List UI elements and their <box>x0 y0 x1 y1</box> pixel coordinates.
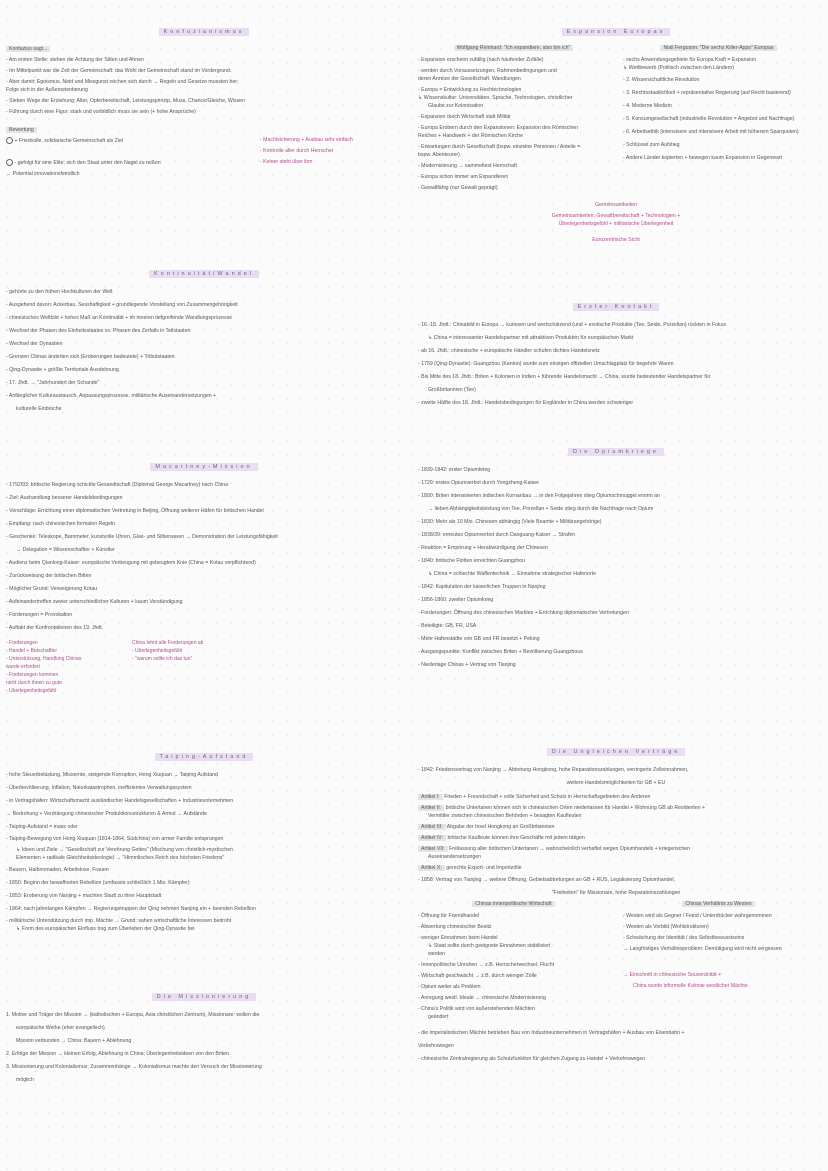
konf-line: - Im Mittelpunkt war die Zeit der Gemeinschaft: das Wohl der Gemeinschaft stand im Vordergrund. <box>6 68 232 74</box>
ung-left-line: geändert <box>428 1014 449 1020</box>
opi-line: - 1838/39: erneutes Opiumverbot durch Daoguang-Kaiser → Strafen <box>418 532 576 538</box>
ung-line: - 1858: Vertrag von Tianjing → weitere Öffnung, Gebietsabtretungen an GB + RUS, Legalisierung Opiumhandel, <box>418 877 675 883</box>
mac-note: China lehnt alle Forderungen ab <box>132 640 204 646</box>
section-title: Die Opiumkriege <box>568 448 664 456</box>
ung-left-line: - China's Politik wird von außerstehenden Mächten <box>418 1006 535 1012</box>
exp-left-line: Glaube zur Kolonisation <box>428 103 484 109</box>
taip-line: - Bauern, Halbnomaden, Arbeitslose, Frauen <box>6 867 109 873</box>
mac-line: - Forderungen = Provokation <box>6 612 73 618</box>
ung-line: Verkehrswegen <box>418 1043 454 1049</box>
ung-left-line: ↳ Staat sollte durch geeignete Einnahmen stabilisiert <box>428 943 551 949</box>
mac-line: - Zurückweisung der britischen Bitten <box>6 573 92 579</box>
section-opiumkriege <box>414 440 818 673</box>
opi-line: - Niederlage Chinas + Vertrag von Tianjing <box>418 662 516 668</box>
opi-line: ↳ China = schlechte Waffentechnik → Einnahme strategischer Hafenorte <box>428 571 596 577</box>
ferguson-heading: Niall Ferguson: "Die sechs Killer-Apps" Europas <box>660 45 776 51</box>
section-title: Konfuzianismus <box>159 28 250 36</box>
exp-left-line: - Europa = Entwicklung zu Hochtechnologien <box>418 87 522 93</box>
taip-line: - Taiping-Bewegung von Hong Xiuquan (1814-1864, Südchina) von armer Familie entsprungen <box>6 836 224 842</box>
article-label: Artikel IV: <box>418 835 446 841</box>
erst-line: - ab 16. Jhdt.: chinesische + europäische Händler schufen dichtes Handelsnetz <box>418 348 600 354</box>
mac-note: - Handel + Botschaftler <box>6 648 57 654</box>
section-macartney <box>2 455 406 696</box>
kont-line: - gehörte zu den frühen Hochkulturen der Welt <box>6 289 113 295</box>
mac-line: - Empfang: nach chinesischen formalen Regeln <box>6 521 115 527</box>
taip-line: - in Vertragshäfen: Wirtschaftsmacht ausländischer Handelsgesellschaften + Industrieunternehmen <box>6 798 234 804</box>
taip-line: ↳ Ideen und Ziele → "Gesellschaft zur Verehrung Gottes" (Mischung von christlich-mystischen <box>16 847 234 853</box>
exp-right-line: - Andere Länder kopierten + bewegen kaum Expansion in Gegenwart <box>623 155 783 161</box>
plus-circle-icon <box>6 137 13 144</box>
taip-line: - hohe Steuerbelastung, Missernte, steigende Korruption, Hong Xiuquan → Taiping Aufstand <box>6 772 218 778</box>
erst-line: - 1759 (Qing-Dynastie): Guangzhou (Kanton) wurde zum einzigen offiziellen Umschlagplatz für begehrte Waren <box>418 361 674 367</box>
kont-line: - Wechsel der Dynastien <box>6 341 63 347</box>
article-text: Vermittler zwischen chinesischen Behörden + besagten Kaufleuten <box>428 813 582 819</box>
taip-line: - Taiping-Aufstand = mass oder <box>6 824 78 830</box>
erst-line: ↳ China = interessanter Handelspartner mit attraktiven Produkten für europäischen Markt <box>428 335 634 341</box>
section-expansion <box>414 20 818 247</box>
exp-right-line: - 6. Arbeitsethik (intensivere und intensivere Arbeit mit höherem Sparquoten) <box>623 129 799 135</box>
exp-left-line: bspw. Abenteurer) <box>418 152 460 158</box>
bew-line: → Potential innovationsfeindlich <box>6 171 80 177</box>
section-missionierung <box>2 985 406 1088</box>
exp-left-line: - Modernisierung → sammeltest Herrschaft <box>418 163 517 169</box>
erst-line: Großbritannien (Tee) <box>428 387 476 393</box>
exp-left-line: - Gewaltfähig (nur Gewalt geprägt) <box>418 185 498 191</box>
ung-line: weitere Handelsmöglichkeiten für GB + EU <box>566 780 666 786</box>
mac-note: - Forderungen <box>6 640 38 646</box>
taip-line: - 1853: Eroberung von Nanjing + machten Stadt zu ihrer Hauptstadt <box>6 893 162 899</box>
kont-line: - Grenzen Chinas änderten sich (Eroberungen bedeutete) + Tributstaaten <box>6 354 175 360</box>
kont-line: - 17. Jhdt. → "Jahrhundert der Schande" <box>6 380 100 386</box>
konf-line: - Führung durch eine Figur: stark und vorbildlich muss sie sein (+ hohe Ansprüche) <box>6 109 196 115</box>
article-label: Artikel X: <box>418 865 445 871</box>
kont-line: - chinesisches Weltbild + hohes Maß an Kontinuität + im inneren tiefgreifende Wandlungsprozesse <box>6 315 233 321</box>
konf-line: - Am ersten Stelle: stehen die Achtung der Sitten und Ahnen <box>6 57 144 63</box>
taip-line: ↳ Form des europäischen Einfluss trug zum Überleben der Qing-Dynastie bei <box>16 926 195 932</box>
ung-line: - 1842: Friedensvertrag von Nanjing → Abtretung Hongkong, hohe Reparationszahlungen, verringerte Zolleinnahmen, <box>418 767 689 773</box>
exp-left-line: Reiches + Handwerk + der Römischen Kirche <box>418 133 523 139</box>
ung-left-line: - Öffnung für Fremdhandel <box>418 913 480 919</box>
kont-line: - Ausgehend davon: Ackerbau, Sesshaftigkeit + grundlegende Vorstellung von Zusammengehörigkeit <box>6 302 238 308</box>
opi-line: - 1800: Briten intensivierten indischen Kornanbau → in den Folgejahren stieg Opiumschmuggel enorm an <box>418 493 660 499</box>
bew-right-line: - Machtsicherung + Ausbau sehr einfach <box>260 137 353 143</box>
ung-left-line: - Abwertung chinesischer Besitz <box>418 924 492 930</box>
souveraenitaet-line: China wurde informelle Kolonie westlicher Mächte <box>633 983 748 989</box>
taip-line: - militärische Unterstützung durch imp. Mächte → Grund: sahen wirtschaftliche Interessen bedroht <box>6 918 232 924</box>
ung-left-line: - weniger Einnahmen beim Handel <box>418 935 498 941</box>
konf-line: - Sieben Wege der Erziehung: Alter, Opferbereitschaft, Leistungsprinzip, Muss, Chance/Gleiche, Wissen <box>6 98 245 104</box>
article-text: Freilassung aller britischen Untertanen → wahrscheinlich verhaftet wegen Opiumhandels + kriegerischen <box>449 846 691 852</box>
opi-line: → lieben Abhängigkeitsleistung von Tee, Porzellan + Seide stieg durch die Nachfrage nach Opium <box>428 506 654 512</box>
mac-line: - 1792/93: britische Regierung schickte Gesandtschaft (Diplomat George Macartney) nach China <box>6 482 229 488</box>
exp-right-line: - 3. Rechtsstaatlichkeit + repräsentative Regierung (auf Recht basierend) <box>623 90 791 96</box>
taip-line: - 1850: Beginn der bewaffneten Rebellion (umfasste schließlich 1 Mio. Kämpfer) <box>6 880 190 886</box>
kont-line: - Qing-Dynastie + größte Territoriale Ausdehnung <box>6 367 119 373</box>
gemeinsamkeiten-line: Überlegenheitsgefühl + militärische Überlegenheit <box>558 221 674 227</box>
mac-line: - Audienz beim Qianlong-Kaiser: europäische Verbeugung mit gebeugtem Knie (China = Kotau verpflichtend) <box>6 560 256 566</box>
mac-line: - Auftakt der Konfrontationen des 19. Jhdt. <box>6 625 104 631</box>
exp-left-line: - werden durch Voraussetzungen, Rahmenbedingungen und <box>418 68 557 74</box>
section-title: Die Ungleichen Verträge <box>547 748 686 756</box>
ung-left-line: werden <box>428 951 446 957</box>
minus-circle-icon <box>6 159 13 166</box>
left-column <box>2 0 406 1171</box>
article-label: Artikel III: <box>418 824 446 830</box>
ung-right-line: - Westen als Vorbild (Wohlstrukturen) <box>623 924 709 930</box>
exp-right-line: - sechs Anwendungsgebiete für Europa Kraft = Expansion <box>623 57 757 63</box>
article-text: britische Kaufleute können ihre Geschäfte mit jedem tätigen <box>447 835 585 841</box>
ung-line: - die imperialistischen Mächte betrieben Bau von Industrieunternehmen in Vertragshäfen + Ausbau von Eisenbahn + <box>418 1030 685 1036</box>
mac-line: - Vorschläge: Errichtung einer diplomatischen Vertretung in Beijing, Öffnung weiterer Häfen für britischen Handel <box>6 508 264 514</box>
ung-left-line: - Innenpolitische Unruhen → z.B. Herrscherwechsel, Flucht <box>418 962 555 968</box>
article-text: gerechte Export- und Importzölle <box>446 865 522 871</box>
mac-line: → Delegation = Wissenschaftler + Künstler <box>16 547 115 553</box>
erst-line: - Bis Mitte des 18. Jhdt.: Briten + Kolonien in Indien + führende Handelsmacht → China, wurde bedeutender Handelspartner für <box>418 374 711 380</box>
article-text: Auseinandersetzungen <box>428 854 482 860</box>
ung-left-line: - Anregung westl. Ideale → chinesische Modernisierung <box>418 995 547 1001</box>
mac-note: nicht durch ihnen zu gute <box>6 680 62 686</box>
exp-right-line: - 4. Moderne Medizin <box>623 103 672 109</box>
mac-line: - Aufeinandertreffen zweier unterschiedlicher Kulturen + kaum Verständigung <box>6 599 183 605</box>
exp-right-line: - 5. Konsumgesellschaft (industrielle Revolution = Angebot und Nachfrage) <box>623 116 795 122</box>
exp-left-line: deren Anreize der Gesellschaft: Wandlungen <box>418 76 521 82</box>
ung-right-line: - Schwächung der Identität / des Selbstbewusstseins <box>623 935 745 941</box>
opi-line: - Reaktion = Empörung + Herabwürdigung der Chinesen <box>418 545 548 551</box>
section-title: Expansion Europas <box>562 28 671 36</box>
mac-note: wurde erfordert <box>6 664 40 670</box>
ung-right-line: - Westen wird als Gegner / Feind / Unterdrücker wahrgenommen <box>623 913 772 919</box>
exp-left-line: - Expansion durch Wirtschaft statt Militär <box>418 114 511 120</box>
section-konfuzianismus <box>2 20 406 181</box>
article-label: Artikel II: <box>418 805 444 811</box>
opi-line: - 1830: Mehr als 10 Mio. Chinesen abhängig (Viele Beamte + Militärangehörige) <box>418 519 602 525</box>
section-title: Kontinuität/Wandel <box>149 270 259 278</box>
mac-note: - "warum sollte ich das tun" <box>132 656 193 662</box>
section-taiping <box>2 745 406 936</box>
mac-note: - Unterstützung, Handlung Chinas <box>6 656 82 662</box>
bew-right-line: - Kontrolle aller durch Herrscher <box>260 148 334 154</box>
exp-left-line: - Europa Erobern durch den Expansionen: Expansion des Römischen <box>418 125 579 131</box>
konfuzius-tag: Konfuzius sagt... <box>6 46 50 52</box>
exp-right-line: ↳ Wettbewerb (Politisch zwischen den Ländern) <box>623 65 734 71</box>
ung-right-line: → Langfristiges Verhältnisproblem: Demütigung wird nicht vergessen <box>623 946 782 952</box>
miss-line: 1. Motive und Träger der Mission → (katholischen + Europa, Asia christlichen Zentrum), Missionare: wollen die <box>6 1012 260 1018</box>
opi-line: - 1839-1842: erster Opiumkrieg <box>418 467 491 473</box>
section-title: Erster Kontakt <box>573 303 660 311</box>
section-kontinuitaet <box>2 262 406 417</box>
bew-line: - gefolgt für eine Elite; sich den Staat unter den Nagel zu reißen <box>14 160 161 166</box>
erst-line: - zweite Hälfte des 18. Jhdt.: Handelsbedingungen für Engländer in China werden schwieriger <box>418 400 634 406</box>
ung-left-line: - Opium weiter als Problem <box>418 984 481 990</box>
opi-line: - Beteiligte: GB, FR, USA <box>418 623 477 629</box>
exp-right-line: - 2. Wissenschaftliche Revolution <box>623 77 700 83</box>
opi-line: - 1856-1860: zweiter Opiumkrieg <box>418 597 494 603</box>
mac-line: - Geschenke: Teleskope, Barometer, kunstvolle Uhren, Glas- und Silberwaren → Demonstration der Leistungsfähigkeit <box>6 534 278 540</box>
section-erster-kontakt <box>414 295 818 411</box>
article-text: Abgabe der Insel Hongkong an Großbritannien <box>446 824 555 830</box>
china-westen-heading: Chinas Verhältnis zu Westen <box>682 901 754 907</box>
reinhard-heading: Wolfgang Reinhard: "Ich expandiere, also bin ich" <box>454 45 574 51</box>
mac-line: - Möglicher Grund: Verweigerung Kotau <box>6 586 98 592</box>
section-title: Die Missionierung <box>152 993 257 1001</box>
miss-line: europäische Werke (eher evangelisch) <box>16 1025 105 1031</box>
bew-line: + Friedvolle, solidarische Gemeinschaft als Ziel <box>14 138 124 144</box>
bewertung-tag: Bewertung <box>6 127 37 133</box>
exp-right-line: - Schlüssel zum Aufstieg <box>623 142 680 148</box>
ung-line: - chinesische Zentralregierung als Schutzfunktion für gleichen Zugang zu Handel + Verkehrswegen <box>418 1056 646 1062</box>
taip-line: → Bedrohung + Verdrängung chinesischer Produktionsstrukturen & Armut → Aufstände <box>6 811 207 817</box>
opi-line: - 1840: britische Flotten erreichten Guangzhou <box>418 558 525 564</box>
opi-line: - Forderungen: Öffnung des chinesischen Marktes + Errichtung diplomatischer Vertretungen <box>418 610 629 616</box>
erst-line: - 16.-18. Jhdt.: Chinabild in Europa → kuriosen und wertschätzend (und + exotische Produkte (Tee, Seide, Porzellan) rückten in Fokus <box>418 322 727 328</box>
article-text: britische Untertanen können sich in chinesischen Orten niederlassen für Handel + Wohnung GB ab Residenten + <box>445 805 706 811</box>
miss-line: 3. Missionierung und Kolonialismus: Zusammenhänge → Kolonialismus machte den Versuch der Missionierung <box>6 1064 262 1070</box>
opi-line: - Ausgangspunkte: Konflikt zwischen Briten + Bevölkerung Guangzhous <box>418 649 583 655</box>
exp-left-line: - Expansion erscheint zufällig (nach häufender Zufälle) <box>418 57 544 63</box>
article-label: Artikel I: <box>418 794 443 800</box>
article-text: Frieden + Freundschaft + volle Sicherheit und Schutz in Herrschaftsgebieten des Anderen <box>444 794 651 800</box>
exp-left-line: ↳ Wissenskultur: Universitäten, Sprache, Technologien, christlicher <box>418 95 573 101</box>
ung-left-line: - Wirtschaft geschwächt → z.B. durch weniger Zölle <box>418 973 537 979</box>
taip-line: - Überbevölkerung, Inflation, Naturkatastrophen, ineffizientes Verwaltungssystem <box>6 785 192 791</box>
kont-line: - Anfänglicher Kulturaustausch, Anpassungsprozesse, militärische Auseinandersetzungen + <box>6 393 217 399</box>
kont-line: - Wechsel der Phasen des Einheitsstaates vs. Phasen des Zerfalls in Teilstaaten <box>6 328 191 334</box>
mac-line: - Ziel: Aushandlung besserer Handelsbedingungen <box>6 495 123 501</box>
exp-left-line: - Europa schon immer am Expandieren <box>418 174 509 180</box>
section-title: Taiping-Aufstand <box>155 753 254 761</box>
section-ungleiche-vertraege <box>414 740 818 1067</box>
miss-line: Mission verbunden → China: Bauern + Ablehnung <box>16 1038 132 1044</box>
mac-note: - Forderungen kommen <box>6 672 59 678</box>
opi-line: - Mehr Hafenstädte von GB und FR besetzt + Peking <box>418 636 540 642</box>
opi-line: - 1729: erstes Opiumverbot durch Yongzheng-Kaiser <box>418 480 539 486</box>
miss-line: möglich <box>16 1077 34 1083</box>
konf-line: - Aber damit: Egoismus, Neid und Missgunst reichen sich durch → Regeln und Gesetze mussten her; <box>6 79 239 85</box>
konf-line: Folge sich in der Außenorientierung <box>6 87 88 93</box>
gemeinsamkeiten-label: Gemeinsamkeiten <box>595 202 637 208</box>
section-title: Macartney-Mission <box>150 463 257 471</box>
china-wirtschaft-heading: Chinas innenpolitische Wirtschaft <box>472 901 554 907</box>
exp-left-line: - Erwartungen durch Gesellschaft (bspw. einzelne Personen / Anteile = <box>418 144 581 150</box>
gemeinsamkeiten-line: Gemeinsamkeiten: Gewaltbereitschaft + Technologien + <box>551 213 681 219</box>
opi-line: - 1842: Kapitulation der kaiserlichen Truppen in Nanjing <box>418 584 546 590</box>
taip-line: - 1864: nach jahrelangen Kämpfen → Regierungstruppen der Qing nehmen Nanjing ein + beenden Rebellion <box>6 906 256 912</box>
souveraenitaet-line: → Einschnitt in chinesische Souveränität + <box>623 972 722 978</box>
mac-note: - Überlegenheitsgefühl <box>132 648 183 654</box>
bew-right-line: - Keiner steht über ihm <box>260 159 313 165</box>
article-label: Artikel VII: <box>418 846 448 852</box>
ung-line: "Freiheiten" für Missionare, hohe Reparationszahlungen <box>551 890 681 896</box>
miss-line: 2. Erfolge der Mission → kleinen Erfolg, Ablehnung in China; Überlegenheitsideen von den Briten. <box>6 1051 231 1057</box>
mac-note: - Überlegenheitsgefühl <box>6 688 57 694</box>
right-column <box>414 0 818 1171</box>
eurozentrisch-label: Eurozentrische Sicht <box>592 237 640 243</box>
kont-line: kulturelle Einbrüche <box>16 406 62 412</box>
taip-line: Elementen + radikale Gleichheitsideologie) → "Himmlisches Reich des höchsten Friedens" <box>16 855 225 861</box>
